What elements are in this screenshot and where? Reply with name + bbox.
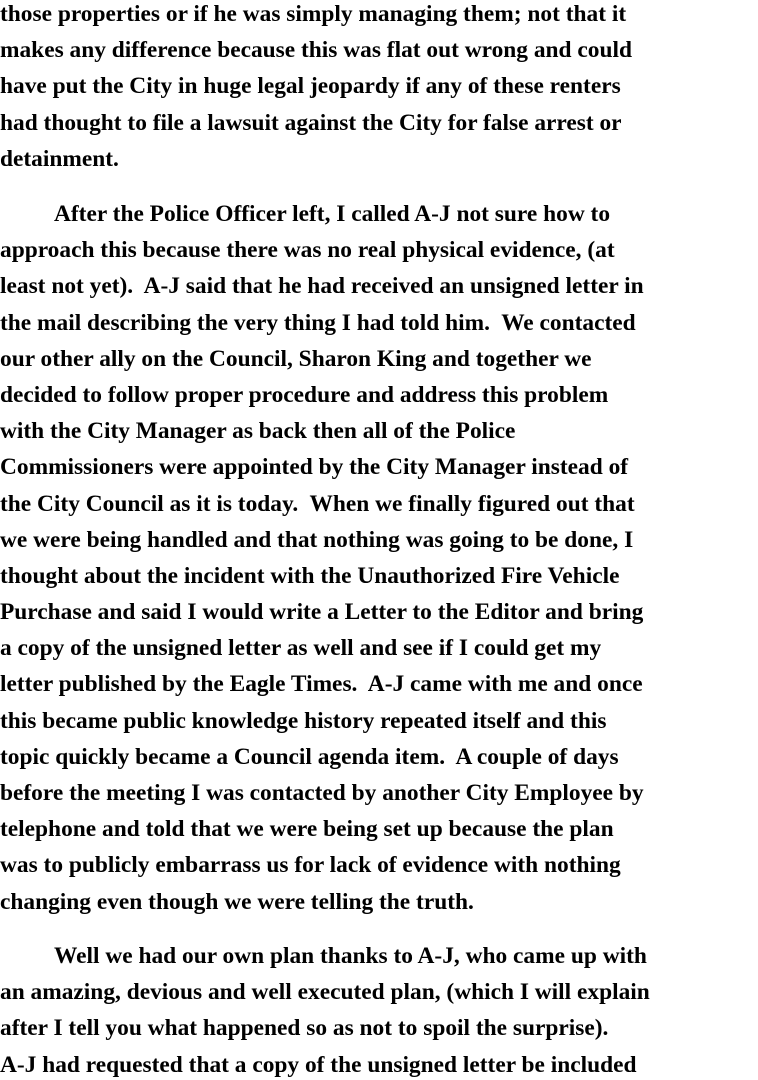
text-line: least not yet). A-J said that he had received an unsigned letter in [0, 273, 644, 300]
text-line: a copy of the unsigned letter as well and see if I could get my [0, 635, 602, 662]
text-line: the mail describing the very thing I had told him. We contacted [0, 309, 636, 336]
text-line: our other ally on the Council, Sharon King and together we [0, 345, 592, 372]
text-line: After the Police Officer left, I called A-J not sure how to [54, 201, 611, 227]
text-line: after I tell you what happened so as not to spoil the surprise). [0, 1015, 609, 1042]
text-line: topic quickly became a Council agenda item. A couple of days [0, 743, 619, 770]
text-line: we were being handled and that nothing was going to be done, I [0, 526, 634, 553]
text-line: changing even though we were telling the truth. [0, 888, 474, 915]
text-line: an amazing, devious and well executed plan, (which I will explain [0, 979, 650, 1006]
text-line: thought about the incident with the Unauthorized Fire Vehicle [0, 562, 620, 589]
text-line: Commissioners were appointed by the City Manager instead of [0, 454, 629, 481]
text-line: letter published by the Eagle Times. A-J came with me and once [0, 671, 643, 698]
paragraph-3 [0, 938, 758, 1080]
paragraph-2 [0, 196, 758, 920]
text-line: have put the City in huge legal jeopardy if any of these renters [0, 73, 621, 100]
text-line: detainment. [0, 145, 119, 172]
text-line: before the meeting I was contacted by another City Employee by [0, 780, 644, 806]
paragraph-1 [0, 0, 758, 177]
text-line: had thought to file a lawsuit against the City for false arrest or [0, 109, 622, 136]
text-line: approach this because there was no real physical evidence, (at [0, 237, 615, 264]
text-line: this became public knowledge history repeated itself and this [0, 707, 607, 734]
text-line: Well we had our own plan thanks to A-J, who came up with [54, 943, 647, 969]
text-line: was to publicly embarrass us for lack of evidence with nothing [0, 852, 621, 879]
text-line: Purchase and said I would write a Letter to the Editor and bring [0, 599, 644, 626]
text-line: with the City Manager as back then all of the Police [0, 418, 516, 445]
text-line: telephone and told that we were being set up because the plan [0, 816, 614, 843]
text-line: those properties or if he was simply managing them; not that it [0, 1, 627, 27]
text-line: makes any difference because this was flat out wrong and could [0, 37, 633, 64]
text-line: the City Council as it is today. When we finally figured out that [0, 490, 635, 517]
text-line: A-J had requested that a copy of the unsigned letter be included [0, 1051, 637, 1078]
text-line: decided to follow proper procedure and address this problem [0, 381, 609, 408]
